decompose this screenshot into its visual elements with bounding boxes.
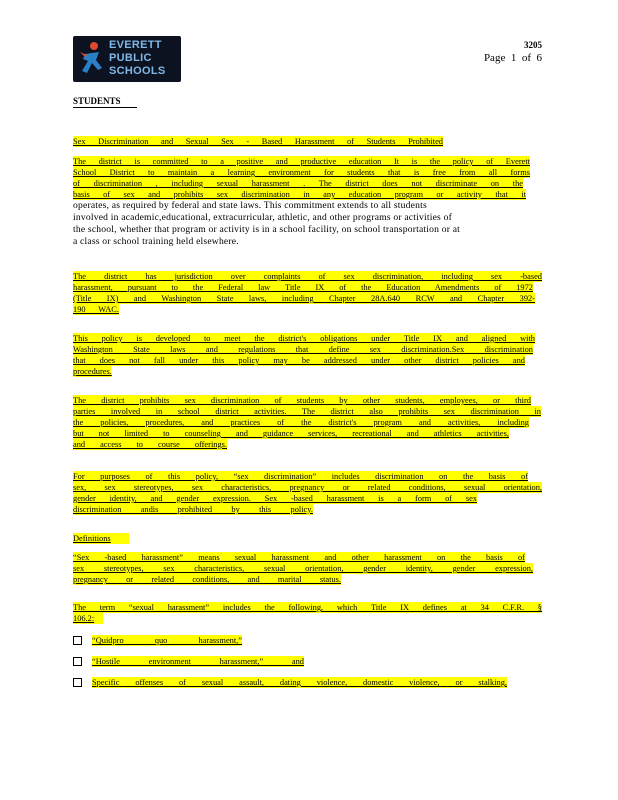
list-item: “Quidpro quo harassment,”: [73, 634, 545, 647]
paragraph-sexual-harassment-term: The term “sexual harassment” includes the following, which Title IX defines at 34 C.F.R. § 106.2:: [73, 603, 542, 623]
section-label: STUDENTS: [73, 96, 137, 108]
paragraph-prohibition: The district prohibits sex discrimination of students by other students, employees, or third parties involved in school district activities. The district also prohibits sex discrimination in the policies, procedures, and practices of the district's program and activities, including but not limited to counseling and guidance services, recreational and athletics activities, and access to course offerings.: [73, 396, 541, 449]
paragraph-jurisdiction: The district has jurisdiction over complaints of sex discrimination, including sex -based harassment, pursuant to the Federal law Title IX of the Education Amendments of 1972 (Title IX) and Washington State laws, including Chapter 28A.640 RCW and Chapter 392- 190 WAC.: [73, 272, 542, 314]
policy-title: Sex Discrimination and Sexual Sex - Based Harassment of Students Prohibited: [73, 137, 443, 146]
bullet-box-icon: [73, 636, 82, 645]
paragraph-intro: The district is committed to a positive and productive education It is the policy of Everett School District to maintain a learning environment for students that is free from all forms of discrimination , including sexual harassment . The district does not discriminate on the basis of sex and prohibits sex discrimination in any education program or activity that it operates, as required by federal and state laws. This commitment extends to all students involved in academic,educational, extracurricular, athletic, and other programs or activities of the school, whether that program or activity is in a school facility, on school transportation or at a class or school training held elsewhere.: [73, 157, 530, 247]
definitions-heading: Definitions: [73, 533, 545, 544]
paragraph-definition-scope: For purposes of this policy, “sex discrimination” includes discrimination on the basis of sex, sex stereotypes, sex characteristics, pregnancy or related conditions, sexual orientation, gender identity, and gender expression. Sex -based harassment is a form of sex discrimination andis prohibited by this policy.: [73, 472, 542, 514]
page-indicator: Page 1 of 6: [483, 52, 542, 64]
paragraph-obligations: This policy is developed to meet the district's obligations under Title IX and aligned with Washington State laws and regulations that define sex discrimination.Sex discrimination that does not fall under this policy may be addressed under other district policies and procedures.: [73, 334, 535, 376]
logo-text: EVERETT PUBLIC SCHOOLS: [109, 39, 166, 77]
list-item: “Hostile environment harassment,” and: [73, 655, 545, 668]
policy-code: 3205: [524, 40, 542, 50]
list-item: Specific offenses of sexual assault, dating violence, domestic violence, or stalking,: [73, 676, 545, 689]
running-figure-logo-icon: [77, 40, 107, 78]
harassment-types-list: [73, 634, 545, 689]
bullet-box-icon: [73, 657, 82, 666]
bullet-box-icon: [73, 678, 82, 687]
paragraph-sex-based-harassment: “Sex -based harassment” means sexual harassment and other harassment on the basis of sex stereotypes, sex characteristics, sexual orientation, gender identity, gender expression, pregnancy or related conditions, and marital status.: [73, 553, 533, 584]
everett-public-schools-logo: [73, 36, 181, 82]
